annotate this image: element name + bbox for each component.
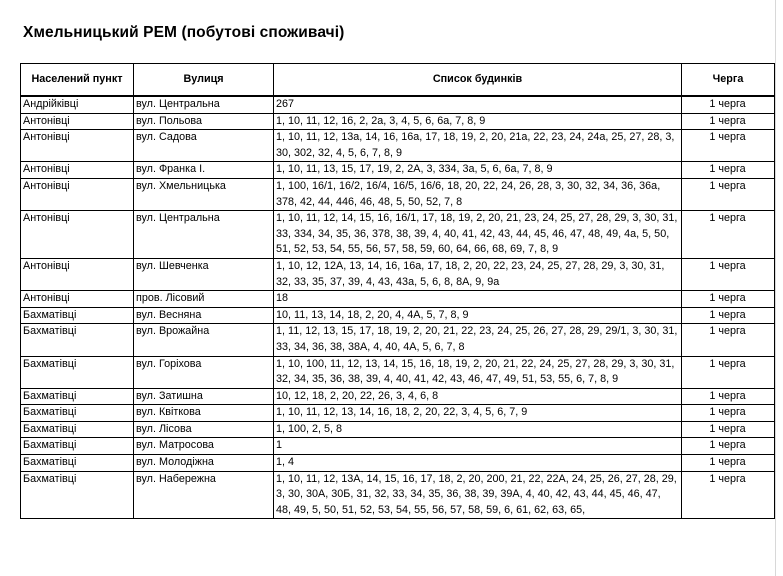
cell-street: вул. Врожайна — [134, 324, 274, 356]
cell-street: вул. Шевченка — [134, 258, 274, 290]
cell-houses: 1, 10, 100, 11, 12, 13, 14, 15, 16, 18, 19, 2, 20, 21, 22, 24, 25, 27, 28, 29, 3, 30, 31, 32, 34, 35, 36, 38, 39, 4, 40, 41, 42, 43, 46, 47, 49, 51, 53, 55, 6, 7, 8, 9 — [274, 356, 682, 388]
cell-settlement: Антонівці — [21, 211, 134, 259]
table-row — [21, 258, 775, 290]
cell-street: вул. Затишна — [134, 388, 274, 405]
cell-houses: 1, 10, 11, 12, 13а, 14, 16, 16а, 17, 18, 19, 2, 20, 21а, 22, 23, 24, 24а, 25, 27, 28, 3, 30, 302, 32, 4, 5, 6, 7, 8, 9 — [274, 130, 682, 162]
cell-turn: 1 черга — [682, 130, 775, 162]
table-row — [21, 178, 775, 210]
cell-turn: 1 черга — [682, 438, 775, 455]
table-row — [21, 291, 775, 308]
cell-street: вул. Лісова — [134, 421, 274, 438]
column-header-settlement: Населений пункт — [21, 64, 134, 97]
table-row — [21, 438, 775, 455]
cell-houses: 1, 10, 11, 12, 16, 2, 2а, 3, 4, 5, 6, 6а, 7, 8, 9 — [274, 113, 682, 130]
table-row — [21, 130, 775, 162]
cell-turn: 1 черга — [682, 356, 775, 388]
cell-street: пров. Лісовий — [134, 291, 274, 308]
cell-turn: 1 черга — [682, 421, 775, 438]
cell-houses: 1, 10, 12, 12А, 13, 14, 16, 16а, 17, 18, 2, 20, 22, 23, 24, 25, 27, 28, 29, 3, 30, 31, 32, 33, 35, 37, 39, 4, 43, 43а, 5, 6, 8, 8А, 9, 9а — [274, 258, 682, 290]
cell-turn: 1 черга — [682, 211, 775, 259]
cell-turn: 1 черга — [682, 178, 775, 210]
document-title: Хмельницький РЕМ (побутові споживачі) — [23, 24, 345, 41]
cell-turn: 1 черга — [682, 113, 775, 130]
cell-settlement: Бахматівці — [21, 405, 134, 422]
cell-houses: 267 — [274, 96, 682, 113]
cell-houses: 1, 11, 12, 13, 15, 17, 18, 19, 2, 20, 21, 22, 23, 24, 25, 26, 27, 28, 29, 29/1, 3, 30, 31, 33, 34, 36, 38, 38А, 4, 40, 4А, 5, 6, 7, 8 — [274, 324, 682, 356]
cell-street: вул. Квіткова — [134, 405, 274, 422]
cell-houses: 1 — [274, 438, 682, 455]
table-row — [21, 405, 775, 422]
table-row — [21, 307, 775, 324]
table-row — [21, 356, 775, 388]
table-row — [21, 162, 775, 179]
cell-settlement: Антонівці — [21, 178, 134, 210]
cell-settlement: Бахматівці — [21, 421, 134, 438]
cell-street: вул. Весняна — [134, 307, 274, 324]
cell-houses: 18 — [274, 291, 682, 308]
table-header-row — [21, 64, 775, 97]
cell-settlement: Бахматівці — [21, 455, 134, 472]
cell-settlement: Антонівці — [21, 162, 134, 179]
cell-settlement: Антонівці — [21, 258, 134, 290]
cell-turn: 1 черга — [682, 307, 775, 324]
cell-houses: 1, 4 — [274, 455, 682, 472]
cell-turn: 1 черга — [682, 388, 775, 405]
cell-turn: 1 черга — [682, 405, 775, 422]
cell-settlement: Бахматівці — [21, 388, 134, 405]
cell-settlement: Бахматівці — [21, 307, 134, 324]
column-header-houses: Список будинків — [274, 64, 682, 97]
cell-settlement: Антонівці — [21, 130, 134, 162]
cell-turn: 1 черга — [682, 258, 775, 290]
cell-houses: 1, 100, 2, 5, 8 — [274, 421, 682, 438]
cell-houses: 1, 100, 16/1, 16/2, 16/4, 16/5, 16/6, 18, 20, 22, 24, 26, 28, 3, 30, 32, 34, 36, 36а, 378, 42, 44, 446, 46, 48, 5, 50, 52, 7, 8 — [274, 178, 682, 210]
column-header-turn: Черга — [682, 64, 775, 97]
cell-settlement: Бахматівці — [21, 324, 134, 356]
cell-houses: 1, 10, 11, 13, 15, 17, 19, 2, 2А, 3, 334, 3а, 5, 6, 6а, 7, 8, 9 — [274, 162, 682, 179]
cell-turn: 1 черга — [682, 291, 775, 308]
table-row — [21, 388, 775, 405]
cell-settlement: Бахматівці — [21, 471, 134, 519]
cell-street: вул. Матросова — [134, 438, 274, 455]
cell-street: вул. Набережна — [134, 471, 274, 519]
cell-houses: 1, 10, 11, 12, 13А, 14, 15, 16, 17, 18, 2, 20, 200, 21, 22, 22А, 24, 25, 26, 27, 28, 29, 3, 30, 30А, 30Б, 31, 32, 33, 34, 35, 36, 38, 39, 39А, 4, 40, 42, 43, 44, 45, 46, 47, 48, 49, 5, 50, 51, 52, 53, 54, 55, 56, 57, 58, 59, 6, 61, 62, 63, 65, — [274, 471, 682, 519]
cell-houses: 1, 10, 11, 12, 13, 14, 16, 18, 2, 20, 22, 3, 4, 5, 6, 7, 9 — [274, 405, 682, 422]
table-row — [21, 421, 775, 438]
table-row — [21, 471, 775, 519]
cell-street: вул. Садова — [134, 130, 274, 162]
table-row — [21, 324, 775, 356]
cell-settlement: Бахматівці — [21, 438, 134, 455]
table-row — [21, 455, 775, 472]
cell-settlement: Андрійківці — [21, 96, 134, 113]
cell-settlement: Антонівці — [21, 113, 134, 130]
cell-turn: 1 черга — [682, 162, 775, 179]
cell-turn: 1 черга — [682, 471, 775, 519]
table-row — [21, 211, 775, 259]
column-header-street: Вулиця — [134, 64, 274, 97]
outage-schedule-table — [20, 63, 775, 519]
cell-street: вул. Хмельницька — [134, 178, 274, 210]
cell-street: вул. Молодіжна — [134, 455, 274, 472]
cell-street: вул. Центральна — [134, 96, 274, 113]
table-row — [21, 113, 775, 130]
cell-street: вул. Польова — [134, 113, 274, 130]
cell-settlement: Антонівці — [21, 291, 134, 308]
cell-street: вул. Центральна — [134, 211, 274, 259]
cell-turn: 1 черга — [682, 96, 775, 113]
cell-turn: 1 черга — [682, 324, 775, 356]
table-body — [21, 96, 775, 519]
cell-street: вул. Горіхова — [134, 356, 274, 388]
cell-settlement: Бахматівці — [21, 356, 134, 388]
cell-street: вул. Франка І. — [134, 162, 274, 179]
cell-houses: 10, 11, 13, 14, 18, 2, 20, 4, 4А, 5, 7, 8, 9 — [274, 307, 682, 324]
cell-houses: 1, 10, 11, 12, 14, 15, 16, 16/1, 17, 18, 19, 2, 20, 21, 23, 24, 25, 27, 28, 29, 3, 30, 31, 33, 334, 34, 35, 36, 378, 38, 39, 4, 40, 41, 42, 43, 44, 45, 46, 47, 48, 49, 4а, 5, 50, 51, 52, 53, 54, 55, 56, 57, 58, 59, 60, 64, 66, 68, 69, 7, 8, 9 — [274, 211, 682, 259]
table-row — [21, 96, 775, 113]
cell-turn: 1 черга — [682, 455, 775, 472]
cell-houses: 10, 12, 18, 2, 20, 22, 26, 3, 4, 6, 8 — [274, 388, 682, 405]
